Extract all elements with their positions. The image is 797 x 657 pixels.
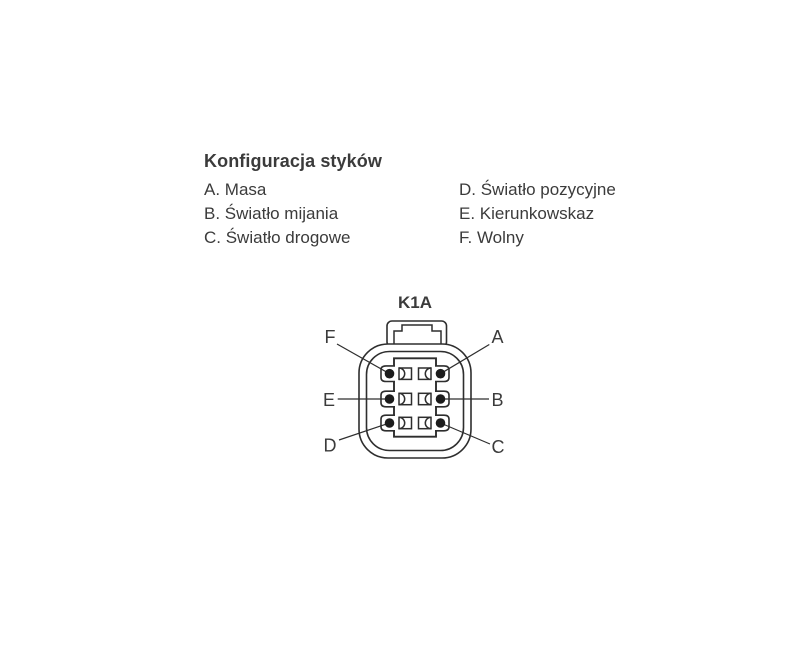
- connector-diagram: [300, 315, 510, 465]
- pin-dot-top-left: [385, 369, 395, 379]
- pin-dot-top-right: [436, 369, 446, 379]
- pin-label-b: B: [491, 389, 504, 410]
- terminal-block: [394, 358, 436, 436]
- legend-column-right: [459, 178, 616, 250]
- legend-title: Konfiguracja styków: [204, 151, 382, 171]
- legend-item-f: F. Wolny: [459, 228, 524, 247]
- pin-label-f: F: [324, 326, 336, 347]
- pin-dot-middle-right: [436, 394, 446, 404]
- legend-column-left: [204, 178, 350, 250]
- legend-item-a: A. Masa: [204, 180, 267, 199]
- pin-dot-middle-left: [385, 394, 395, 404]
- pin-label-a: A: [491, 326, 504, 347]
- legend-item-d: D. Światło pozycyjne: [459, 180, 616, 199]
- pin-label-c: C: [491, 437, 505, 457]
- pin-label-d: D: [323, 435, 337, 456]
- legend-item-e: E. Kierunkowskaz: [459, 204, 595, 223]
- pin-dot-bottom-left: [385, 418, 395, 428]
- pin-dot-bottom-right: [436, 418, 446, 428]
- legend-item-b: B. Światło mijania: [204, 204, 339, 223]
- pin-label-e: E: [322, 389, 335, 410]
- legend-item-c: C. Światło drogowe: [204, 228, 351, 247]
- connector-name: K1A: [397, 293, 432, 312]
